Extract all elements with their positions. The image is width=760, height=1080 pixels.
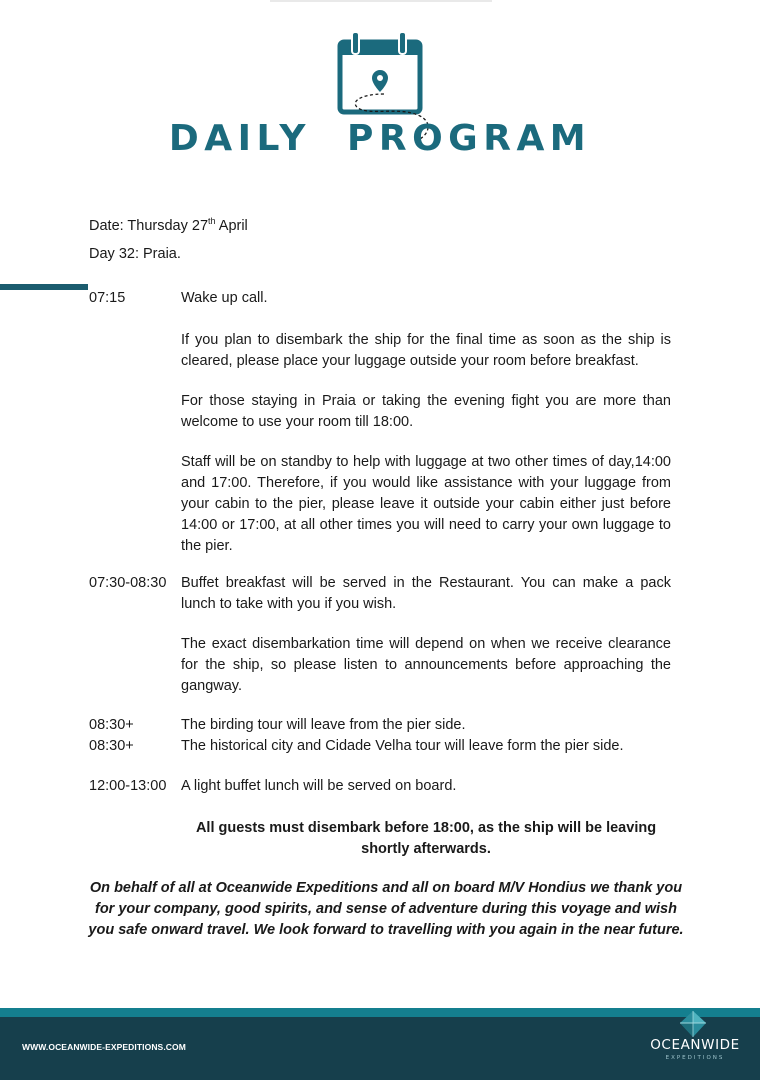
page-title: DAILY PROGRAM <box>168 118 592 159</box>
brand-subtitle: EXPEDITIONS <box>665 1055 725 1061</box>
program-item: Wake up call. <box>181 290 268 306</box>
time-label: 08:30+ <box>89 717 134 733</box>
date-suffix: th <box>208 216 216 226</box>
time-label: 08:30+ <box>89 738 134 754</box>
footer-strip <box>0 1008 760 1017</box>
footer-url[interactable]: WWW.OCEANWIDE-EXPEDITIONS.COM <box>22 1042 186 1052</box>
program-item: If you plan to disembark the ship for the final time as soon as the ship is cleared, please place your luggage outside your room before breakfast. <box>181 332 671 369</box>
program-item: Buffet breakfast will be served in the Restaurant. You can make a pack lunch to take with you if you wish. <box>181 575 671 612</box>
closing-message: On behalf of all at Oceanwide Expeditions and all on board M/V Hondius we thank you for your company, good spirits, and sense of adventure during this voyage and wish you safe onward travel. We look forward to travelling with you again in the near future. <box>88 880 684 938</box>
program-item: The birding tour will leave from the pier side. <box>181 717 466 733</box>
accent-bar <box>0 284 88 290</box>
time-label: 07:15 <box>89 290 126 306</box>
footer <box>0 1017 760 1080</box>
date-text: Date: Thursday 27 <box>89 218 209 234</box>
time-label: 07:30-08:30 <box>89 575 167 591</box>
disembark-notice: All guests must disembark before 18:00, as the ship will be leaving shortly afterwards. <box>195 820 657 857</box>
program-item: Staff will be on standby to help with luggage at two other times of day,14:00 and 17:00. Therefore, if you would like assistance with your luggage from your cabin to the pier, please leave it outside your cabin either just before 14:00 or 17:00, at all other times you will need to carry your own luggage to the pier. <box>181 454 671 554</box>
program-item: The exact disembarkation time will depend on when we receive clearance for the ship, so please listen to announcements before approaching the gangway. <box>181 636 671 694</box>
program-item: For those staying in Praia or taking the evening fight you are more than welcome to use your room till 18:00. <box>181 393 671 430</box>
top-divider <box>270 0 492 2</box>
date-line <box>89 218 248 234</box>
brand-name: OCEANWIDE <box>650 1037 740 1053</box>
day-line: Day 32: Praia. <box>89 246 181 262</box>
time-label: 12:00-13:00 <box>89 778 167 794</box>
program-item: A light buffet lunch will be served on board. <box>181 778 457 794</box>
program-item: The historical city and Cidade Velha tour will leave form the pier side. <box>181 738 624 754</box>
date-month: April <box>215 218 248 234</box>
